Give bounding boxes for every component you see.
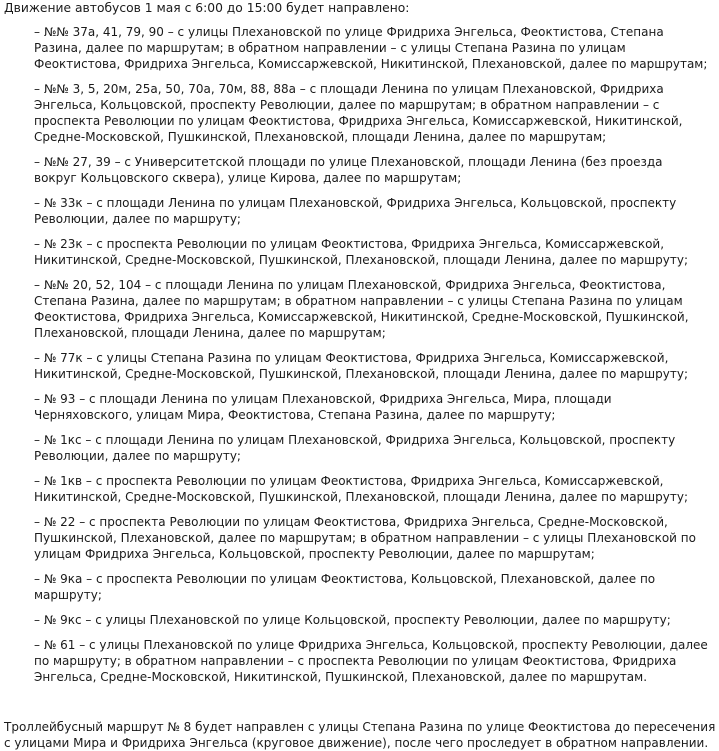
route-item (34, 277, 709, 341)
route-text: – № 22 – с проспекта Революции по улицам Феоктистова, Фридриха Энгельса, Средне-Московской, Пушкинской, Плехановской, далее по маршрутам; в обратном направлении – с улицы Плехановской по улицам Фридриха Энгельса, Кольцовской, проспекту Революции, далее по маршрутам; (34, 515, 696, 561)
route-text: – № 77к – с улицы Степана Разина по улицам Феоктистова, Фридриха Энгельса, Комиссаржевской, Никитинской, Средне-Московской, Пушкинской, Плехановской, площади Ленина, далее по маршруту; (34, 351, 689, 381)
route-text: – №№ 3, 5, 20м, 25а, 50, 70а, 70м, 88, 88а – с площади Ленина по улицам Плехановской, Фридриха Энгельса, Кольцовской, проспекту Революции, далее по маршрутам; в обратном направлении – с проспекта Революции по улицам Феоктистова, Фридриха Энгельса, Комиссаржевской, Никитинской, Средне-Московской, Пушкинской, Плехановской, площади Ленина, далее по маршрутам; (34, 82, 683, 144)
route-item (34, 637, 709, 685)
route-item (34, 24, 709, 72)
route-item (34, 473, 709, 505)
document (4, 0, 716, 751)
route-item (34, 154, 709, 186)
route-item (34, 195, 709, 227)
route-text: – № 9кс – с улицы Плехановской по улице Кольцовской, проспекту Революции, далее по маршруту; (34, 613, 671, 627)
route-text: – № 23к – с проспекта Революции по улицам Феоктистова, Фридриха Энгельса, Комиссаржевской, Никитинской, Средне-Московской, Пушкинской, Плехановской, площади Ленина, далее по маршруту; (34, 237, 689, 267)
route-item (34, 391, 709, 423)
intro-text: Движение автобусов 1 мая с 6:00 до 15:00 будет направлено: (4, 1, 410, 15)
route-text: – №№ 37а, 41, 79, 90 – с улицы Плехановской по улице Фридриха Энгельса, Феоктистова, Степана Разина, далее по маршрутам; в обратном направлении – с улицы Степана Разина по улицам Феоктистова, Фридриха Энгельса, Комиссаржевской, Никитинской, Плехановской, далее по маршрутам; (34, 25, 708, 71)
route-item (34, 571, 709, 603)
route-text: – № 61 – с улицы Плехановской по улице Фридриха Энгельса, Кольцовской, проспекту Революции, далее по маршруту; в обратном направлении – с проспекта Революции по улицам Феоктистова, Фридриха Энгельса, Средне-Московской, Никитинской, Пушкинской, Плехановской, далее по маршрутам. (34, 638, 708, 684)
paragraph-gap (4, 694, 716, 719)
route-text: – № 1кв – с проспекта Революции по улицам Феоктистова, Фридриха Энгельса, Комиссаржевской, Никитинской, Средне-Московской, Пушкинской, Плехановской, площади Ленина, далее по маршруту; (34, 474, 689, 504)
route-item (34, 432, 709, 464)
route-text: – № 1кс – с площади Ленина по улицам Плехановской, Фридриха Энгельса, Кольцовской, проспекту Революции, далее по маршруту; (34, 433, 676, 463)
route-item (34, 81, 709, 145)
route-item (34, 236, 709, 268)
route-text: – № 93 – с площади Ленина по улицам Плехановской, Фридриха Энгельса, Мира, площади Черняховского, улицам Мира, Феоктистова, Степана Разина, далее по маршруту; (34, 392, 612, 422)
route-text: – №№ 27, 39 – с Университетской площади по улице Плехановской, площади Ленина (без проезда вокруг Кольцовского сквера), улице Кирова, далее по маршрутам; (34, 155, 663, 185)
trolleybus-text: Троллейбусный маршрут № 8 будет направлен с улицы Степана Разина по улице Феоктистова до пересечения с улицами Мира и Фридриха Энгельса (круговое движение), после чего проследует в обратном направлении. (4, 720, 716, 750)
route-text: – №№ 20, 52, 104 – с площади Ленина по улицам Плехановской, Фридриха Энгельса, Феоктистова, Степана Разина, далее по маршрутам; в обратном направлении – с улицы Степана Разина по улицам Феоктистова, Фридриха Энгельса, Комиссаржевской, Никитинской, Средне-Московской, Пушкинской, Плехановской, площади Ленина, далее по маршрутам; (34, 278, 689, 340)
route-text: – № 33к – с площади Ленина по улицам Плехановской, Фридриха Энгельса, Кольцовской, проспекту Революции, далее по маршруту; (34, 196, 677, 226)
route-item (34, 514, 709, 562)
route-item (34, 350, 709, 382)
route-text: – № 9ка – с проспекта Революции по улицам Феоктистова, Кольцовской, Плехановской, далее по маршруту; (34, 572, 656, 602)
route-list (4, 24, 716, 685)
route-item (34, 612, 709, 628)
